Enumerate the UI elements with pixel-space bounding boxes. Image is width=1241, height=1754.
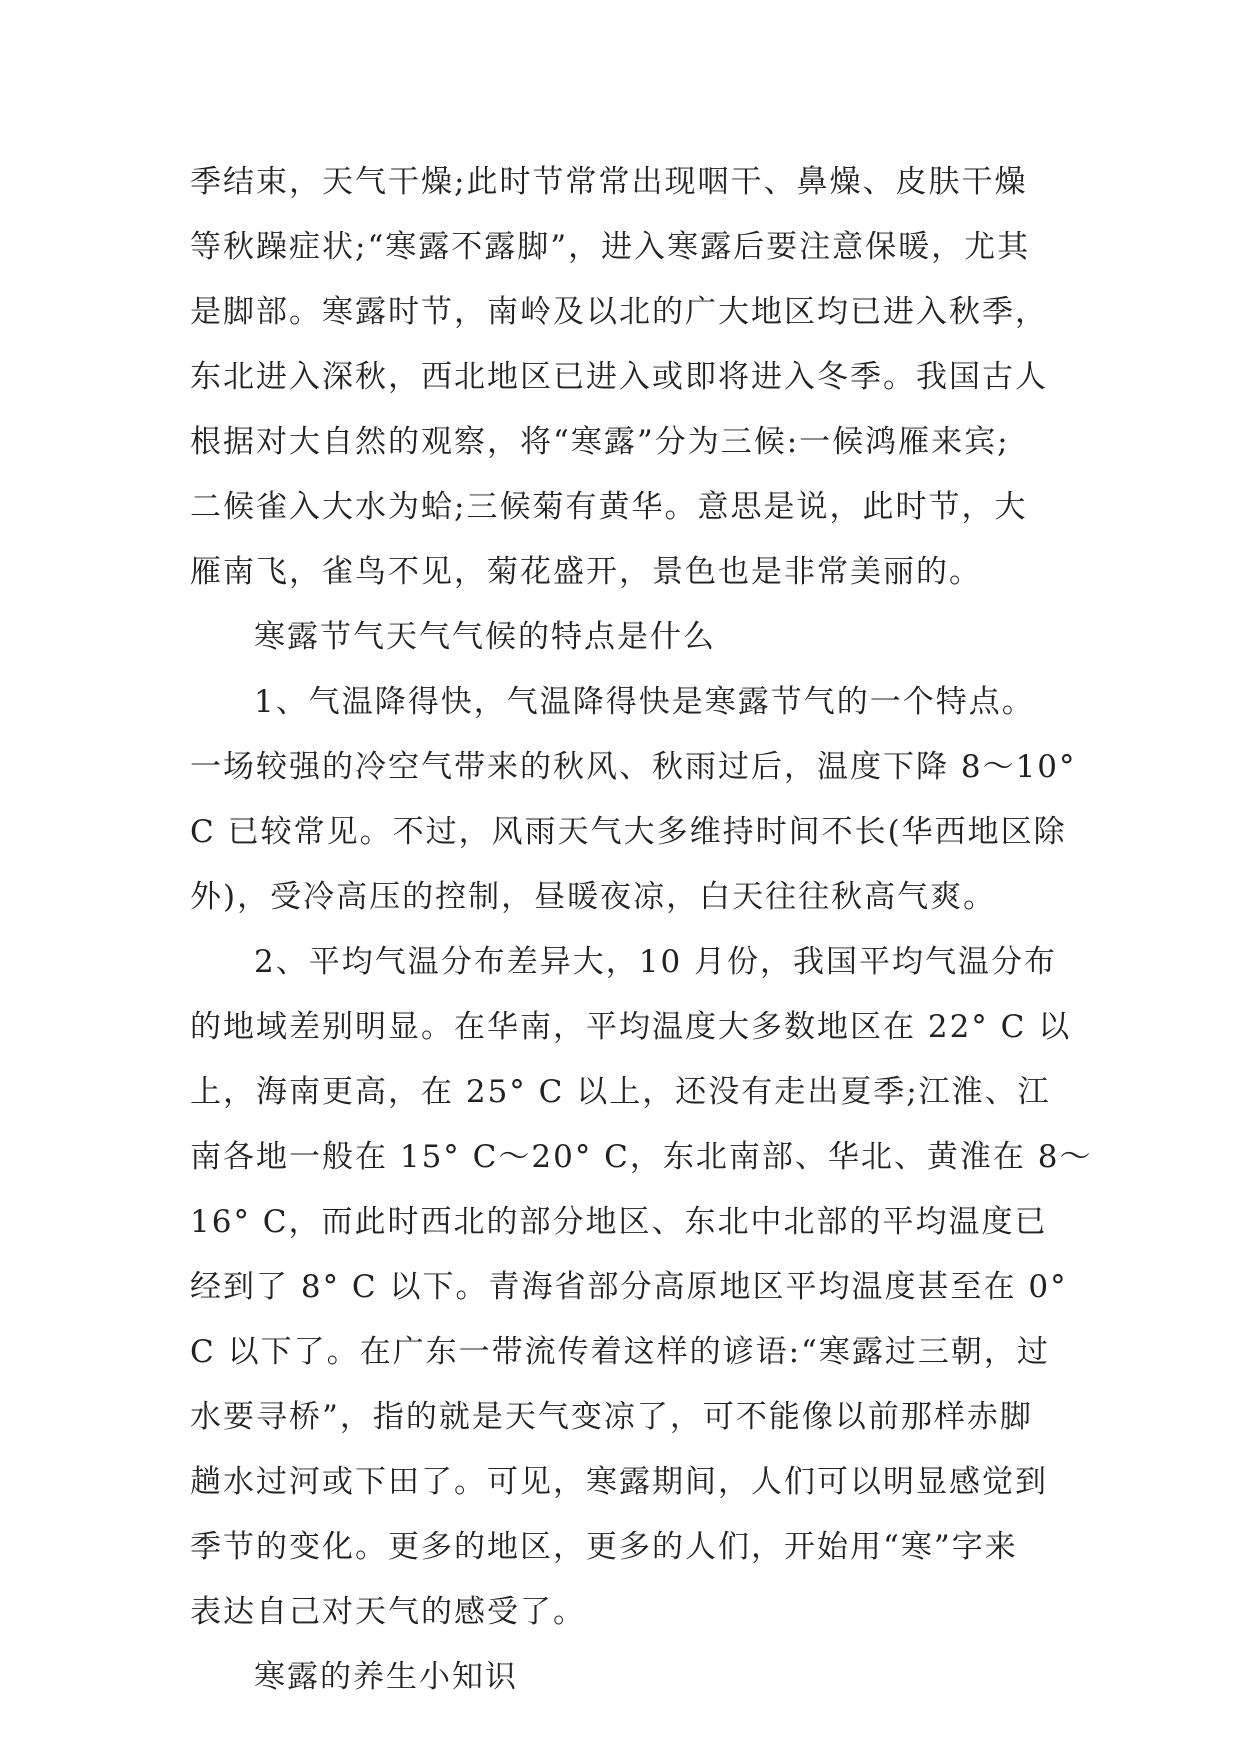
document-body <box>190 150 1093 1710</box>
text-line: 是脚部。寒露时节，南岭及以北的广大地区均已进入秋季， <box>190 294 1048 330</box>
text-line: 东北进入深秋，西北地区已进入或即将进入冬季。我国古人 <box>190 359 1048 395</box>
text-line: 表达自己对天气的感受了。 <box>190 1594 586 1630</box>
text-line: 雁南飞，雀鸟不见，菊花盛开，景色也是非常美丽的。 <box>190 554 982 590</box>
text-line: 1、气温降得快，气温降得快是寒露节气的一个特点。 <box>254 684 1035 720</box>
text-line: 一场较强的冷空气带来的秋风、秋雨过后，温度下降 8～10° <box>190 749 1077 785</box>
heading-line: 寒露的养生小知识 <box>254 1659 518 1695</box>
text-line: 的地域差别明显。在华南，平均温度大多数地区在 22° C 以 <box>190 1009 1072 1045</box>
text-line: 上，海南更高，在 25° C 以上，还没有走出夏季;江淮、江 <box>190 1074 1051 1110</box>
text-line: 等秋躁症状;“寒露不露脚”，进入寒露后要注意保暖，尤其 <box>190 229 1031 265</box>
section-heading <box>190 1645 1050 1710</box>
text-line: 南各地一般在 15° C～20° C，东北南部、华北、黄淮在 8～ <box>190 1139 1093 1175</box>
paragraph <box>190 150 1050 605</box>
heading-line: 寒露节气天气气候的特点是什么 <box>254 619 716 655</box>
text-line: 趟水过河或下田了。可见，寒露期间，人们可以明显感觉到 <box>190 1464 1048 1500</box>
text-line: 水要寻桥”，指的就是天气变凉了，可不能像以前那样赤脚 <box>190 1399 1033 1435</box>
text-line: 季结束，天气干燥;此时节常常出现咽干、鼻燥、皮肤干燥 <box>190 164 1028 200</box>
paragraph <box>190 930 1093 1645</box>
text-line: 二候雀入大水为蛤;三候菊有黄华。意思是说，此时节，大 <box>190 489 1028 525</box>
text-line: 根据对大自然的观察，将“寒露”分为三候:一候鸿雁来宾; <box>190 424 1010 460</box>
text-line: C 已较常见。不过，风雨天气大多维持时间不长(华西地区除 <box>190 814 1067 850</box>
text-line: C 以下了。在广东一带流传着这样的谚语:“寒露过三朝，过 <box>190 1334 1050 1370</box>
text-line: 经到了 8° C 以下。青海省部分高原地区平均温度甚至在 0° <box>190 1269 1068 1305</box>
paragraph <box>190 670 1077 930</box>
text-line: 季节的变化。更多的地区，更多的人们，开始用“寒”字来 <box>190 1529 1018 1565</box>
text-line: 2、平均气温分布差异大，10 月份，我国平均气温分布 <box>254 944 1058 980</box>
text-line: 16° C，而此时西北的部分地区、东北中北部的平均温度已 <box>190 1204 1048 1240</box>
section-heading <box>190 605 1050 670</box>
text-line: 外)，受冷高压的控制，昼暖夜凉，白天往往秋高气爽。 <box>190 879 997 915</box>
